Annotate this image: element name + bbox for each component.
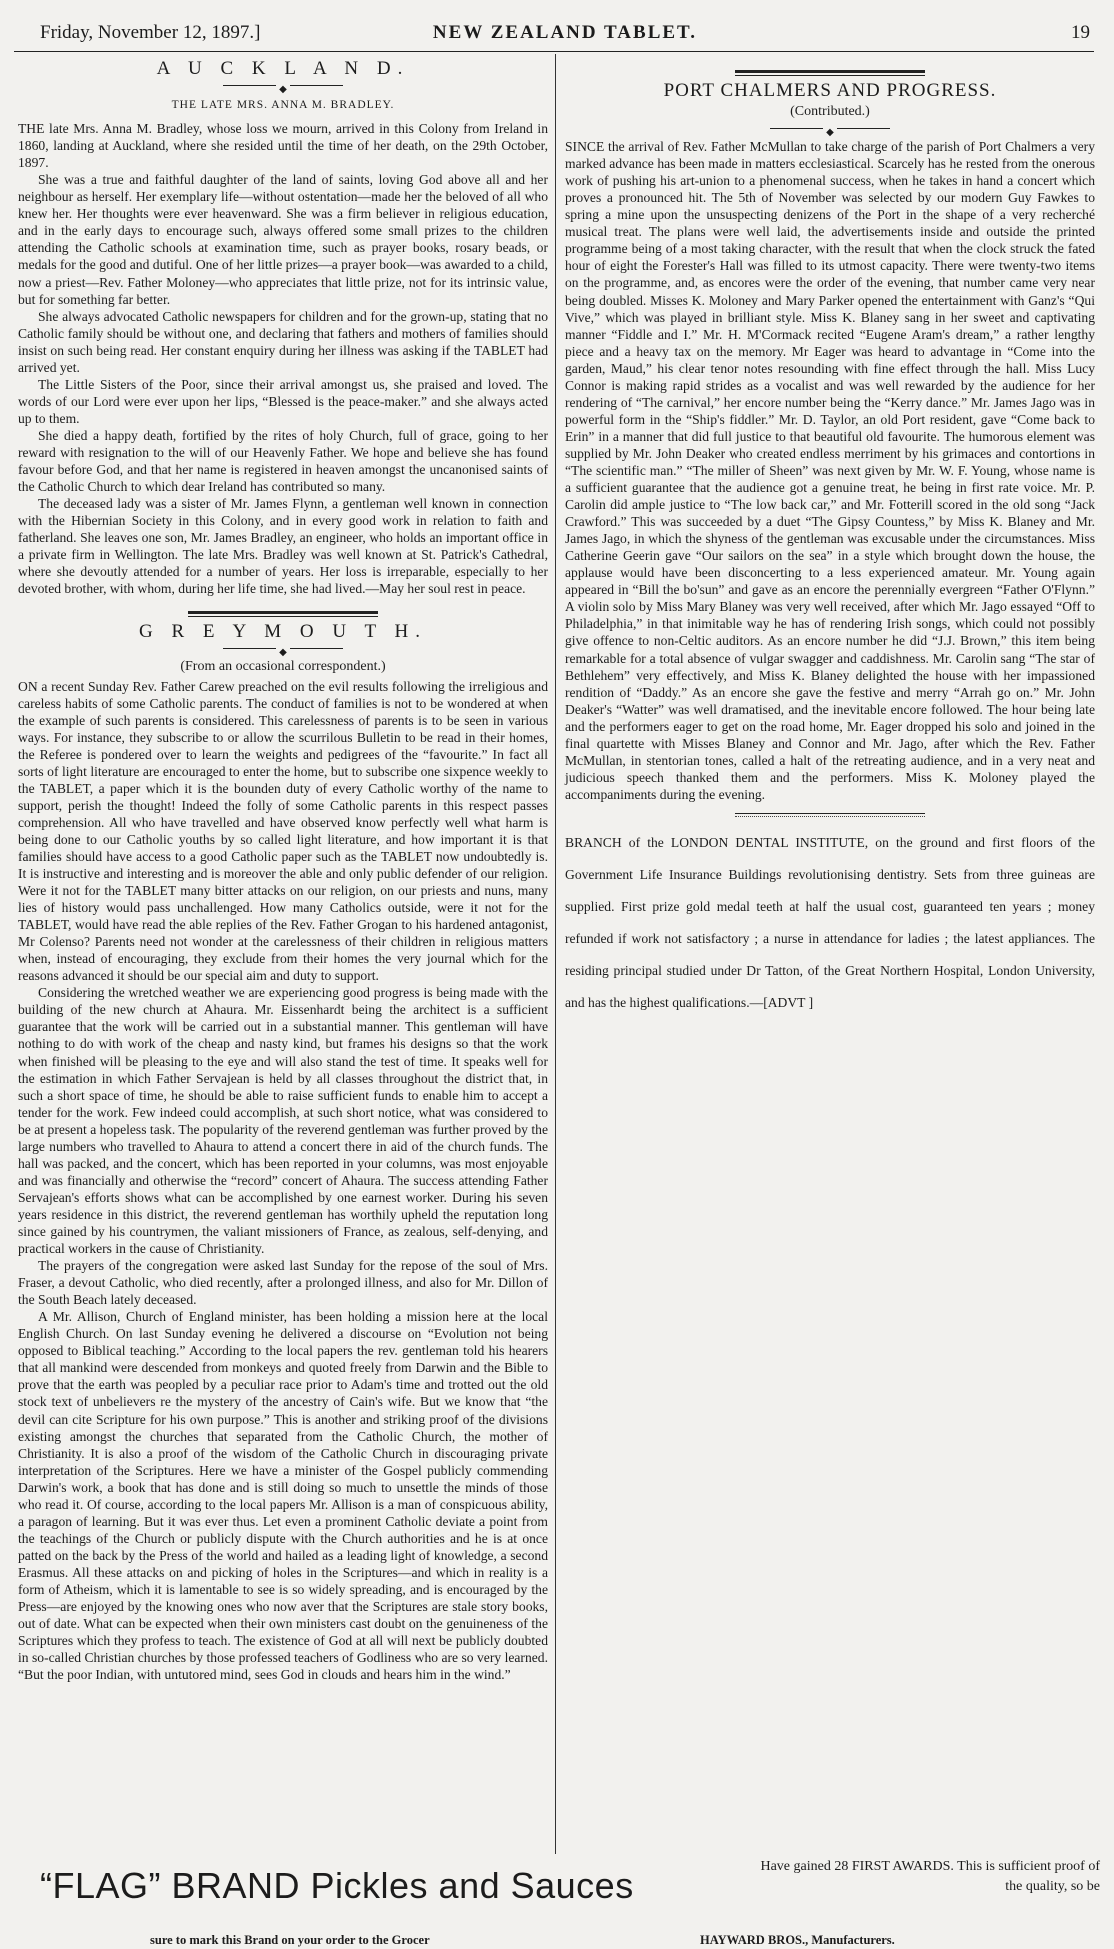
flag-brand-title: “FLAG” BRAND Pickles and Sauces <box>40 1865 634 1906</box>
manufacturer-name: HAYWARD BROS., Manufacturers. <box>700 1933 895 1947</box>
column-divider <box>555 54 556 1854</box>
article-paragraph: ON a recent Sunday Rev. Father Carew preached on the evil results following the irreligious and careless habits of some Catholic parents. The conduct of families is not to be wondered at when the example of such parents is considered. This carelessness of parents is to be seen in various ways. For instance, they subscribe to or allow the scurrilous Bulletin to be read in their homes, the Referee is pondered over to learn the weights and pedigrees of the “favourite.” In fact all sorts of light literature are encouraged to enter the home, but to subscribe one sixpence weekly to the TABLET, a paper which it is the bounden duty of every Catholic worthy of the name to support, perish the thought! Indeed the folly of some Catholic parents in this respect passes comprehension. All who have travelled and have observed know perfectly well what harm is being done to our Catholic youths by so called light literature, and how important it is that families should have access to a good Catholic paper such as the TABLET now undoubtedly is. It is instructive and interesting and is moreover the able and only public defender of our religion. Were it not for the TABLET many bitter attacks on our religion, on our priests and nuns, many lies of history would pass unchallenged. How many Catholics outside, were it not for the TABLET, would have read the able replies of the Rev. Father Grogan to his hardened antagonist, Mr Colenso? Parents need not wonder at the carelessness of their children in religious matters when, instead of encouraging, they exclude from their homes the very journal which for the reasons advanced it should be our special aim and duty to support. <box>18 678 548 984</box>
ornament-divider: ◆ <box>565 122 1095 134</box>
auckland-subheading: THE LATE MRS. ANNA M. BRADLEY. <box>171 99 395 112</box>
article-paragraph: The Little Sisters of the Poor, since their arrival amongst us, she praised and loved. The words of our Lord were ever upon her lips, “Blessed is the peace-maker.” and she always acted up to them. <box>18 376 548 426</box>
section-rule <box>188 611 378 617</box>
awards-text: Have gained 28 FIRST AWARDS. This is sufficient proof of the quality, so be <box>760 1859 1100 1894</box>
greymouth-contributor: (From an occasional correspondent.) <box>180 659 386 675</box>
masthead-rule <box>14 51 1094 52</box>
port-chalmers-heading: PORT CHALMERS AND PROGRESS. <box>663 80 997 101</box>
article-paragraph: She died a happy death, fortified by the rites of holy Church, full of grace, going to her reward with resignation to the will of our Heavenly Father. We hope and believe she has found favour before God, and that her name is registered in heaven amongst the uncanonised saints of the Catholic Church to which dear Ireland has contributed so many. <box>18 427 548 495</box>
ornament-divider: ◆ <box>18 79 548 91</box>
page-number: 19 <box>1071 22 1090 43</box>
left-column <box>18 56 548 1683</box>
flag-brand-advertisement <box>40 1855 1100 1945</box>
dental-advertisement: BRANCH of the LONDON DENTAL INSTITUTE, on the ground and first floors of the Government Life Insurance Buildings revolutionising dentistry. Sets from three guineas are supplied. First prize gold medal teeth at half the usual cost, guaranteed ten years ; money refunded if work not satisfactory ; a nurse in attendance for ladies ; the latest appliances. The residing principal studied under Dr Tatton, of the Great Northern Hospital, London University, and has the highest qualifications.—[ADVT ] <box>565 834 1095 1010</box>
article-paragraph: The deceased lady was a sister of Mr. James Flynn, a gentleman well known in connection with the Hibernian Society in this Colony, and in every good work in relation to faith and fatherland. She leaves one son, Mr. James Bradley, an engineer, who holds an important office in a private firm in Wellington. The late Mrs. Bradley was well known at St. Patrick's Cathedral, where she devoutly attended for a number of years. Her loss is irreparable, especially to her devoted brother, with whom, during her life time, she had lived.—May her soul rest in peace. <box>18 496 548 597</box>
article-paragraph: Considering the wretched weather we are experiencing good progress is being made with the building of the new church at Ahaura. Mr. Eissenhardt being the architect is a sufficient guarantee that the work will be carried out in a substantial manner. This gentleman will have nothing to do with work of the cheap and nasty kind, but frames his designs so that the work when finished will be pleasing to the eye and will also stand the test of time. It speaks well for the estimation in which Father Servajean is held by all classes throughout the district that, in such a short space of time, he should be able to raise sufficient funds to enable him to accept a tender for the work. Few indeed could accomplish, at such short notice, what was considered to be at present a hopeless task. The popularity of the reverend gentleman was further proved by the large numbers who travelled to Ahaura to attend a concert there in aid of the church funds. The hall was packed, and the concert, which has been reported in your columns, was most enjoyable and was financially and otherwise the “record” concert of Ahaura. The success attending Father Servajean's efforts shows what can be accomplished by one earnest worker. During his seven years residence in this district, the reverend gentleman has worthily upheld the reputation long since gained by his countrymen, the valiant missioners of France, as zealous, self-denying, and practical workers in the cause of Christianity. <box>18 985 548 1257</box>
article-paragraph: She always advocated Catholic newspapers for children and for the grown-up, stating that no Catholic family should be without one, and declaring that fathers and mothers of families should insist on such being read. Her constant enquiry during her illness was asking if the TABLET had arrived yet. <box>18 308 548 375</box>
article-paragraph: She was a true and faithful daughter of the land of saints, loving God above all and her neighbour as herself. Her exemplary life—without ostentation—made her the beloved of all who knew her. Her thoughts were ever heavenward. She was a firm believer in religious education, and in the early days to encourage such, always offered some small prizes to the children attending the Catholic schools at examination time, such as prayer books, rosary beads, or medals for the good and dutiful. One of her little prizes—a prayer book—was awarded to a child, now a priest—Rev. Father Moloney—who appreciates that little prize, not for its intrinsic value, but for something far better. <box>18 172 548 307</box>
section-rule <box>735 70 925 76</box>
order-tagline: sure to mark this Brand on your order to the Grocer <box>150 1933 430 1947</box>
masthead <box>40 22 1090 48</box>
newspaper-title: NEW ZEALAND TABLET. <box>432 22 698 43</box>
section-rule <box>735 813 925 817</box>
greymouth-heading: G R E Y M O U T H. <box>138 621 428 643</box>
right-column <box>565 56 1095 1019</box>
article-paragraph: SINCE the arrival of Rev. Father McMullan to take charge of the parish of Port Chalmers a very marked advance has been made in matters ecclesiastical. Scarcely has he rested from the onerous work of pushing his art-union to a phenomenal success, when he takes in hand a concert which proves a pronounced hit. The 5th of November was selected by our modern Guy Fawkes to spring a mine upon the unsuspecting denizens of the Port in the shape of a very recherché musical treat. The plans were well laid, the advertisements inside and outside the printed programme being of a most taking character, with the result that when the clock struck the fated hour of eight the Forester's Hall was filled to its utmost capacity. There were twenty-two items on the programme, and, as encores were the order of the evening, that number came very near being doubled. Misses K. Moloney and Mary Parker opened the entertainment with Ganz's “Qui Vive,” which was played in brilliant style. Miss K. Blaney sang in her sweet and captivating manner “Fiddle and I.” Mr. H. M'Cormack recited “Eugene Aram's dream,” a rather lengthy piece and a heavy tax on the memory. Mr Eager was heard to advantage in “Come into the garden, Maud,” his clear tenor notes resounding with fine effect through the hall. Miss Lucy Connor is making rapid strides as a vocalist and was well rewarded by the audience for her rendering of “The carnival,” her encore number being the “Kerry dance.” Mr. James Jago was in powerful form in the “Ship's fiddler.” Mr. D. Taylor, an old Port resident, gave “Come back to Erin” in a manner that did full justice to that beautiful old favourite. The humorous element was supplied by Mr. John Deaker who created endless merriment by his grimaces and contortions in “The scientific man.” “The miller of Sheen” was next given by Mr. W. F. Young, whose name is a sufficient guarantee that the audience got a genuine treat, he being in first rate voice. Mr. P. Carolin did ample justice to “The low back car,” and Mr. Fotterill scored in the old song “Jack Crawford.” This was succeeded by a duet “The Gipsy Countess,” by Miss K. Blaney and Mr. James Jago, in which the shyness of the gentleman was excusable under the circumstances. Miss Catherine Geerin gave “Our sailors on the sea” in a style which brought down the house, the applause would have been disconcerting to a less experienced amateur. Mr. Young again appeared in “Bill the bo'sun” and gave as an encore the perennially evergreen “Father O'Flynn.” A violin solo by Miss Mary Blaney was very well received, after which Mr. Jago essayed “Off to Philadelphia,” in that inimitable way he has of rendering Irish songs, which could not possibly give offence to non-Celtic auditors. As an encore number he did “J.J. Brown,” this item being remarkable for a total absence of vulgar swagger and caddishness. Mr. Carolin sang “The star of Bethlehem” very effectively, and Miss K. Blaney delighted the house with her impassioned rendition of “Daddy.” As an encore she gave the festive and merry “Arrah go on.” Mr. John Deaker's “Watter” was well dramatised, and the inevitable encore followed. The hour being late and the performers eager to get on the road home, Mr. Eager dropped his solo and joined in the final quartette with Misses Blaney and Connor and Mr. Jago, after which the Rev. Father McMullan, in stentorian tones, called a halt of the retreating audience, and in a very neat and judicious speech thanked them and the performers. Miss K. Moloney played the accompaniments during the evening. <box>565 139 1095 802</box>
ornament-divider: ◆ <box>18 642 548 654</box>
issue-date: Friday, November 12, 1897.] <box>40 22 261 43</box>
article-paragraph: A Mr. Allison, Church of England minister, has been holding a mission here at the local English Church. On last Sunday evening he delivered a discourse on “Evolution not being opposed to Biblical teaching.” According to the local papers the rev. gentleman told his hearers that all mankind were descended from monkeys and quoted freely from Darwin and the Bible to prove that the earth was peopled by a peculiar race prior to Adam's time and trotted out the old stock text of unbelievers re the mystery of the ancestry of Cain's wife. But we know that “the devil can cite Scripture for his own purpose.” This is another and striking proof of the divisions existing amongst the churches that separated from the Catholic Church, the mother of Christianity. It is also a proof of the wisdom of the Catholic Church in discouraging private interpretation of the Scriptures. Here we have a minister of the Gospel publicly commending Darwin's work, a book that has done and is still doing so much to unsettle the minds of those who read it. Of course, according to the local papers Mr. Allison is a man of conspicuous ability, a paragon of learning. But it was ever thus. Let even a prominent Catholic deviate a point from the teachings of the Church or publicly dispute with the Church authorities and he is at once patted on the back by the Press of the world and hailed as a leading light of knowledge, a second Erasmus. All these attacks on and picking of holes in the Scriptures—and which in reality is a form of Atheism, which it is lamentable to see is so widely spreading, and is encouraged by the Press—are enjoyed by the knowing ones who now aver that the Scriptures are stale story books, out of date. What can be expected when their own ministers cast doubt on the genuineness of the Scriptures which they profess to teach. The existence of God at all will next be publicly doubted in so-called Christian churches by those professed teachers of Godliness who are so very learned. “But the poor Indian, with untutored mind, sees God in clouds and hears him in the wind.” <box>18 1309 548 1683</box>
article-paragraph: The prayers of the congregation were asked last Sunday for the repose of the soul of Mrs. Fraser, a devout Catholic, who died recently, after a prolonged illness, and also for Mr. Dillon of the South Beach lately deceased. <box>18 1258 548 1308</box>
article-paragraph: THE late Mrs. Anna M. Bradley, whose loss we mourn, arrived in this Colony from Ireland in 1860, landing at Auckland, where she resided until the time of her death, on the 29th October, 1897. <box>18 121 548 171</box>
port-chalmers-contributor: (Contributed.) <box>790 104 870 120</box>
auckland-heading: A U C K L A N D. <box>156 58 410 79</box>
